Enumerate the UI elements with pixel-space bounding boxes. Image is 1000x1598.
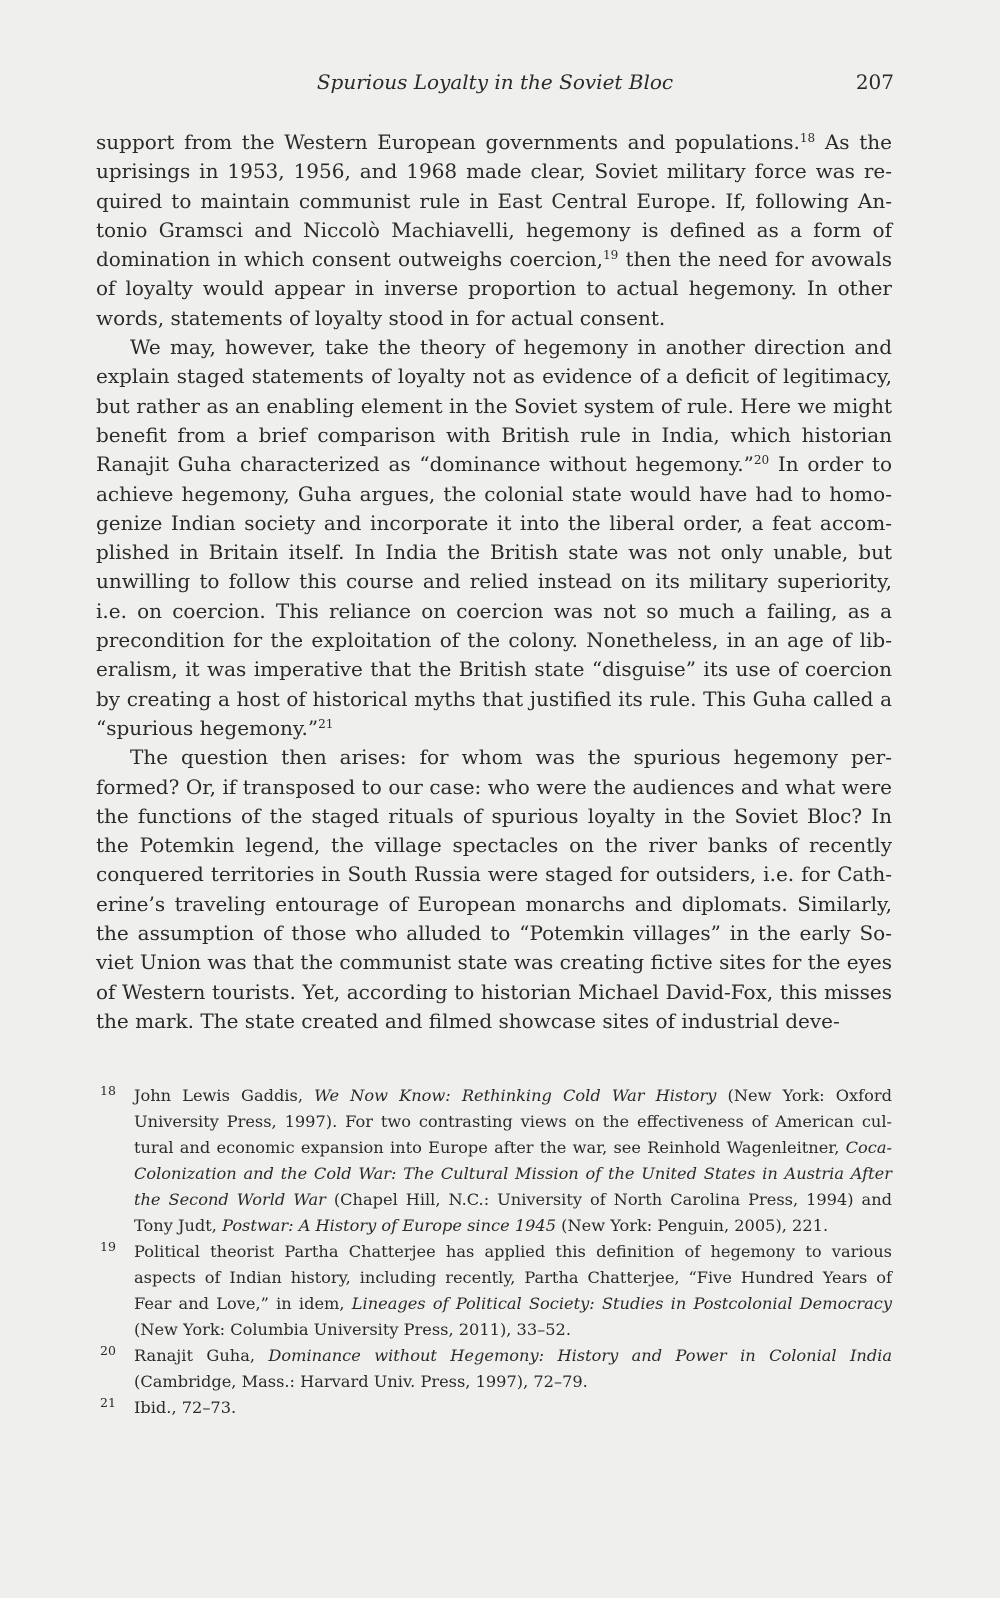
running-head bbox=[96, 70, 894, 100]
footnote-number: 21 bbox=[100, 1395, 116, 1410]
body-text bbox=[96, 128, 892, 1036]
footnote-ref-20[interactable]: 20 bbox=[753, 453, 770, 468]
footnote-ref-21[interactable]: 21 bbox=[318, 716, 334, 731]
page-number: 207 bbox=[855, 70, 894, 94]
running-title: Spurious Loyalty in the Soviet Bloc bbox=[316, 70, 674, 94]
footnote-number: 20 bbox=[100, 1343, 116, 1358]
footnote-ref-18[interactable]: 18 bbox=[799, 131, 816, 145]
paragraph-2: We may, however, take the theory of hegemony in another direction and explain staged statements of loyalty not as evidence of a deficit of legitimacy, but rather as an enabling element in the Soviet system of rule. Here we might benefit from a brief comparison with British rule in India, which historian Ranajit Guha characterized as “dominance without hegemony.”$^{20}$ In order to achieve hegemony, Guha argues, the colonial state would have had to homogenize Indian society and incorporate it into the liberal order, a feat accomplished in Britain itself. In India the British state was not only unable, but unwilling to follow this course and relied instead on its military superiority, i.e. on coercion. This reliance on coercion was not so much a failing, as a precondition for the exploitation of the colony. Nonetheless, in an age of liberalism, it was imperative that the British state “disguise” its use of coercion by creating a host of historical myths that justified its rule. This Guha called a “spurious hegemony.”$^{21}$ bbox=[96, 335, 893, 740]
footnote-number: 19 bbox=[100, 1239, 116, 1254]
footnotes bbox=[96, 1083, 892, 1421]
footnote-20: 20 Ranajit Guha, Dominance without Hegemony: History and Power in Colonial India (Cambridge, Mass.: Harvard Univ. Press, 1997), 72–79. bbox=[96, 1343, 892, 1395]
footnote-ref-19[interactable]: 19 bbox=[603, 248, 619, 263]
footnote-19: 19 Political theorist Partha Chatterjee has applied this definition of hegemony to various aspects of Indian history, including recently, Partha Chatterjee, “Five Hundred Years of Fear and Love,” in idem, Lineages of Political Society: Studies in Postcolonial Democracy (New York: Columbia University Press, 2011), 33–52. bbox=[96, 1239, 892, 1343]
footnote-18: 18 John Lewis Gaddis, We Now Know: Rethinking Cold War History (New York: Oxford University Press, 1997). For two contrasting views on the effectiveness of American cultural and economic expansion into Europe after the war, see Reinhold Wagenleitner, Coca-Colonization and the Cold War: The Cultural Mission of the United States in Austria After the Second World War (Chapel Hill, N.C.: University of North Carolina Press, 1994) and Tony Judt, Postwar: A History of Europe since 1945 (New York: Penguin, 2005), 221. bbox=[96, 1083, 892, 1239]
footnote-21: 21 Ibid., 72–73. bbox=[96, 1395, 892, 1421]
paragraph-1: support from the Western European governments and populations.$^{18}$ As the uprisings in 1953, 1956, and 1968 made clear, Soviet military force was required to maintain communist rule in East Central Europe. If, following Antonio Gramsci and Niccolò Machiavelli, hegemony is defined as a form of domination in which consent outweighs coercion,$^{19}$ then the need for avowals of loyalty would appear in inverse proportion to actual hegemony. In other words, statements of loyalty stood in for actual consent. bbox=[96, 130, 893, 330]
paragraph-3: The question then arises: for whom was the spurious hegemony performed? Or, if transposed to our case: who were the audiences and what were the functions of the staged rituals of spurious loyalty in the Soviet Bloc? In the Potemkin legend, the village spectacles on the river banks of recently conquered territories in South Russia were staged for outsiders, i.e. for Catherine’s traveling entourage of European monarchs and diplomats. Similarly, the assumption of those who alluded to “Potemkin villages” in the early Soviet Union was that the communist state was creating fictive sites for the eyes of Western tourists. Yet, according to historian Michael David-Fox, this misses the mark. The state created and filmed showcase sites of industrial deve- bbox=[96, 745, 892, 1033]
footnote-number: 18 bbox=[100, 1083, 116, 1098]
